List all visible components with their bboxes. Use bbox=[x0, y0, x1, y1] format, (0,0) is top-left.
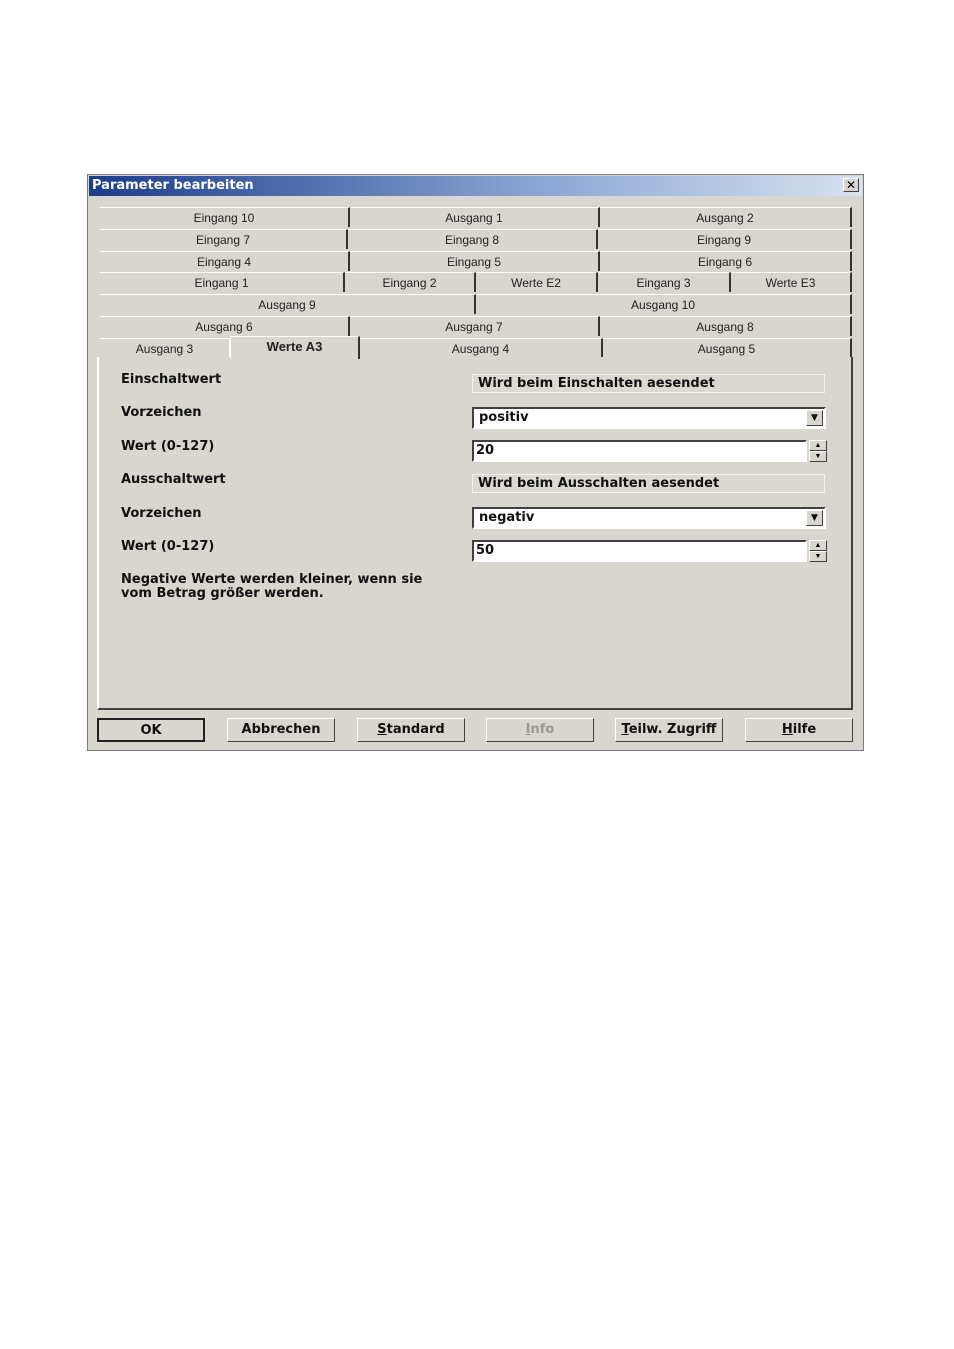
wert-input-1[interactable]: 20 bbox=[472, 440, 807, 462]
chevron-down-icon[interactable]: ▼ bbox=[806, 410, 823, 426]
hilfe-button[interactable] bbox=[745, 718, 853, 742]
tab-eingang-8[interactable]: Eingang 8 bbox=[348, 229, 598, 249]
teilw-accelerator: T bbox=[621, 722, 629, 737]
tab-ausgang-7[interactable]: Ausgang 7 bbox=[350, 316, 600, 336]
standard-button[interactable] bbox=[357, 718, 465, 742]
vorzeichen-value-2: negativ bbox=[479, 510, 535, 525]
spin-down-icon[interactable]: ▼ bbox=[809, 551, 827, 562]
tab-ausgang-8[interactable]: Ausgang 8 bbox=[600, 316, 852, 336]
tab-eingang-2[interactable]: Eingang 2 bbox=[345, 272, 476, 292]
tab-row-7 bbox=[100, 338, 944, 358]
tab-ausgang-4[interactable]: Ausgang 4 bbox=[360, 338, 603, 358]
ok-button[interactable]: OK bbox=[97, 718, 205, 742]
hilfe-label: ilfe bbox=[792, 722, 817, 737]
tab-werte-e2[interactable]: Werte E2 bbox=[476, 272, 598, 292]
tab-werte-a3[interactable]: Werte A3 bbox=[230, 336, 360, 359]
info-accelerator: I bbox=[525, 722, 531, 737]
tab-eingang-7[interactable]: Eingang 7 bbox=[100, 229, 348, 249]
vorzeichen-select-1[interactable] bbox=[472, 407, 826, 429]
einschaltwert-label: Einschaltwert bbox=[121, 372, 222, 387]
tab-eingang-10[interactable]: Eingang 10 bbox=[100, 207, 350, 227]
tab-ausgang-3[interactable]: Ausgang 3 bbox=[100, 338, 230, 358]
wert-label-2: Wert (0-127) bbox=[121, 539, 215, 554]
einschaltwert-info: Wird beim Einschalten aesendet bbox=[472, 374, 825, 393]
info-button bbox=[486, 718, 594, 742]
abbrechen-button[interactable]: Abbrechen bbox=[227, 718, 335, 742]
tab-row-3 bbox=[100, 251, 944, 271]
ausschaltwert-info: Wird beim Ausschalten aesendet bbox=[472, 474, 825, 493]
tab-werte-e3[interactable]: Werte E3 bbox=[731, 272, 852, 292]
tab-eingang-4[interactable]: Eingang 4 bbox=[100, 251, 350, 271]
tab-row-5 bbox=[100, 294, 944, 314]
tab-row-6 bbox=[100, 316, 944, 336]
wert-input-2[interactable]: 50 bbox=[472, 540, 807, 562]
tab-row-2 bbox=[100, 229, 944, 249]
tab-eingang-6[interactable]: Eingang 6 bbox=[600, 251, 852, 271]
wert-label-1: Wert (0-127) bbox=[121, 439, 215, 454]
hilfe-accelerator: H bbox=[781, 722, 793, 737]
vorzeichen-value-1: positiv bbox=[479, 410, 529, 425]
tab-eingang-1[interactable]: Eingang 1 bbox=[100, 272, 345, 292]
title-bar bbox=[89, 176, 862, 196]
tab-eingang-5[interactable]: Eingang 5 bbox=[350, 251, 600, 271]
vorzeichen-label-2: Vorzeichen bbox=[121, 506, 202, 521]
hint-text bbox=[121, 573, 431, 601]
close-icon[interactable]: ✕ bbox=[843, 178, 859, 192]
vorzeichen-select-2[interactable] bbox=[472, 507, 826, 529]
standard-label: tandard bbox=[386, 722, 445, 737]
hint-line-1: Negative Werte werden kleiner, wenn sie bbox=[121, 572, 423, 587]
tab-ausgang-10[interactable]: Ausgang 10 bbox=[476, 294, 852, 314]
tab-ausgang-2[interactable]: Ausgang 2 bbox=[600, 207, 852, 227]
chevron-down-icon[interactable]: ▼ bbox=[806, 510, 823, 526]
tab-ausgang-6[interactable]: Ausgang 6 bbox=[100, 316, 350, 336]
tab-ausgang-1[interactable]: Ausgang 1 bbox=[350, 207, 600, 227]
tab-row-4 bbox=[100, 272, 944, 292]
info-label: nfo bbox=[530, 722, 555, 737]
wert-stepper-1[interactable] bbox=[472, 440, 827, 462]
teilw-zugriff-button[interactable] bbox=[615, 718, 723, 742]
ausschaltwert-label: Ausschaltwert bbox=[121, 472, 226, 487]
spin-down-icon[interactable]: ▼ bbox=[809, 451, 827, 462]
hint-line-2: vom Betrag größer werden. bbox=[121, 586, 324, 601]
wert-stepper-2[interactable] bbox=[472, 540, 827, 562]
spin-up-icon[interactable]: ▲ bbox=[809, 540, 827, 551]
window-title: Parameter bearbeiten bbox=[92, 178, 254, 193]
vorzeichen-label-1: Vorzeichen bbox=[121, 405, 202, 420]
tab-eingang-9[interactable]: Eingang 9 bbox=[598, 229, 852, 249]
tab-row-1 bbox=[100, 207, 944, 227]
spin-up-icon[interactable]: ▲ bbox=[809, 440, 827, 451]
tab-eingang-3[interactable]: Eingang 3 bbox=[598, 272, 731, 292]
teilw-label: eilw. Zugriff bbox=[628, 722, 717, 737]
tab-ausgang-9[interactable]: Ausgang 9 bbox=[100, 294, 476, 314]
tab-ausgang-5[interactable]: Ausgang 5 bbox=[603, 338, 852, 358]
standard-accelerator: S bbox=[377, 722, 387, 737]
